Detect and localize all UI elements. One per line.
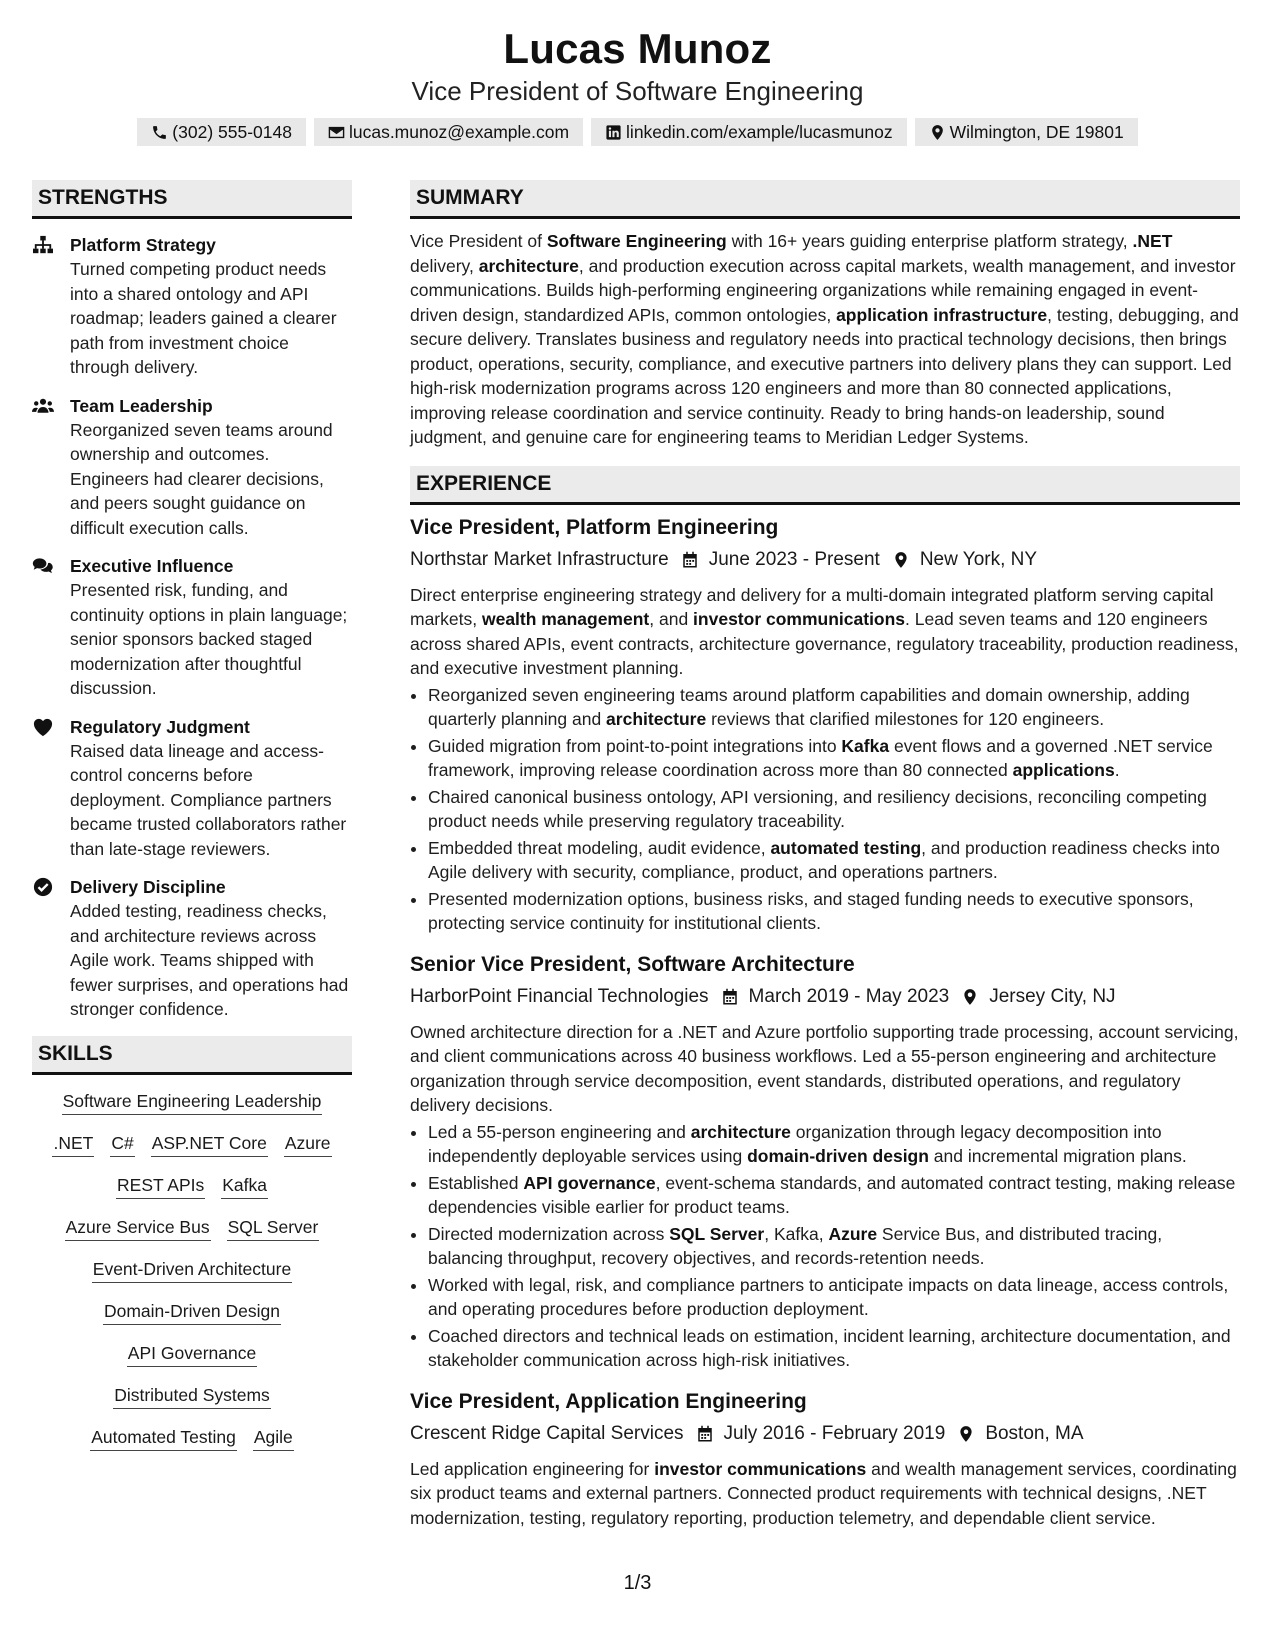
text-segment: , Kafka, [764,1223,829,1244]
skill-tag: SQL Server [227,1215,320,1241]
bold-keyword: .NET [1132,231,1173,251]
bold-keyword: architecture [690,1121,791,1142]
job-title: Vice President, Platform Engineering [410,515,779,539]
job-meta [410,982,1240,1012]
job-bullet [428,887,1240,936]
job-bullet [428,1273,1240,1322]
check-circle-icon [32,877,54,897]
resume-header [0,0,1275,146]
strength-item [32,233,352,380]
job-bullet [428,785,1240,834]
job-title: Senior Vice President, Software Architecture [410,952,855,976]
text-segment: and incremental migration plans. [928,1146,1187,1166]
job-dates: June 2023 - Present [708,548,880,570]
text-segment: , event-schema standards, and automated contract testing, making release dependencies visible earlier for product teams. [428,1172,1236,1217]
bold-keyword: domain-driven design [747,1146,929,1166]
strength-title: Regulatory Judgment [70,716,250,737]
text-segment: and wealth management services, coordinating six product teams and external partners. Connected product requirements with technical designs, .NET modernization, testing, regulatory reporting, production telemetry, and dependable client service. [410,1458,1237,1528]
text-segment: , and production execution across capital markets, wealth management, and investor communications. Builds high-performing engineering organizations while remaining engaged in event-driven design, standardized APIs, common ontologies, [410,255,1236,325]
skill-tag: API Governance [127,1341,257,1367]
text-segment: Established [428,1172,524,1193]
bold-keyword: application infrastructure [836,304,1048,325]
job-company: Crescent Ridge Capital Services [410,1422,684,1444]
job-bullet [428,836,1240,885]
job-description [410,1457,1240,1531]
job-bullets [410,683,1240,936]
skill-tag: .NET [52,1131,94,1157]
job-location: Boston, MA [985,1422,1084,1444]
summary-heading: SUMMARY [410,180,1240,219]
strength-title: Team Leadership [70,395,213,416]
bold-keyword: wealth management [481,609,650,629]
text-segment: Presented modernization options, business risks, and staged funding needs to executive sponsors, protecting service continuity for institutional clients. [428,888,1194,933]
comments-icon [32,556,54,576]
skill-tag: Kafka [221,1173,268,1199]
skill-tag: Event-Driven Architecture [92,1257,292,1283]
phone-icon [151,124,168,141]
skill-tag: Distributed Systems [113,1383,271,1409]
job-dates: March 2019 - May 2023 [748,985,950,1007]
left-column [32,180,352,1451]
contact-phone [137,118,306,146]
text-segment: Service Bus, and distributed tracing, balancing throughput, recovery objectives, and records-retention needs. [428,1223,1163,1268]
bold-keyword: investor communications [693,609,906,629]
strength-item [32,875,352,1022]
skills-list [32,1089,352,1451]
job-location: Jersey City, NJ [989,985,1116,1007]
text-segment: with 16+ years guiding enterprise platform strategy, [726,231,1133,251]
heart-icon [32,717,54,737]
job-description [410,1020,1240,1118]
strength-item [32,554,352,701]
strength-desc: Reorganized seven teams around ownership and outcomes. Engineers had clearer decisions, and peers sought guidance on difficult execution calls. [70,419,333,538]
text-segment: Direct enterprise engineering strategy and delivery for a multi-domain integrated platform serving capital markets, [410,584,1214,629]
job-meta [410,1419,1240,1449]
strengths-heading: STRENGTHS [32,180,352,219]
bold-keyword: investor communications [654,1458,867,1479]
contact-email-text: lucas.munoz@example.com [348,122,570,142]
text-segment: organization through legacy decomposition into independently deployable services using [428,1121,1162,1166]
strength-desc: Presented risk, funding, and continuity options in plain language; senior sponsors backed staged modernization after thoughtful discussion. [70,580,348,698]
bold-keyword: Software Engineering [546,231,727,251]
experience-heading: EXPERIENCE [410,466,1240,505]
skill-tag: ASP.NET Core [151,1131,268,1157]
text-segment: Embedded threat modeling, audit evidence, [428,837,771,858]
skill-tag: C# [110,1131,134,1157]
text-segment: Worked with legal, risk, and compliance partners to anticipate impacts on data lineage, access controls, and operating procedures before production deployment. [428,1274,1229,1319]
contact-linkedin [591,118,907,146]
job-bullet [428,683,1240,732]
linkedin-icon [605,124,622,141]
skill-tag: Automated Testing [90,1425,237,1451]
skill-tag: Software Engineering Leadership [62,1089,323,1115]
candidate-name: Lucas Munoz [503,25,772,72]
map-pin-icon [929,124,946,141]
strength-desc: Raised data lineage and access-control concerns before deployment. Compliance partners became trusted collaborators rather than late-stage reviewers. [70,740,347,859]
strength-title: Executive Influence [70,556,234,576]
contact-location-text: Wilmington, DE 19801 [949,122,1124,142]
job-bullet [428,1171,1240,1220]
experience-list [410,513,1240,1531]
bold-keyword: architecture [478,255,579,276]
job-title: Vice President, Application Engineering [410,1389,807,1413]
strengths-list [32,233,352,1022]
job-bullets [410,1120,1240,1373]
calendar-icon [696,1425,714,1443]
skill-tag: Azure Service Bus [65,1215,211,1241]
text-segment: , and [649,609,694,629]
job-entry [410,950,1240,1373]
candidate-title: Vice President of Software Engineering [411,76,864,106]
bold-keyword: Kafka [841,735,890,756]
text-segment: Coached directors and technical leads on estimation, incident learning, architecture documentation, and stakeholder communication across high-risk initiatives. [428,1325,1231,1370]
strength-desc: Turned competing product needs into a shared ontology and API roadmap; leaders gained a clearer path from investment choice through delivery. [70,259,337,377]
text-segment: . [1114,760,1120,780]
text-segment: Chaired canonical business ontology, API versioning, and resiliency decisions, reconciling competing product needs while preserving regulatory traceability. [428,786,1207,831]
job-company: HarborPoint Financial Technologies [410,985,709,1007]
skills-heading: SKILLS [32,1036,352,1075]
job-bullet [428,1120,1240,1169]
strength-title: Platform Strategy [70,235,216,255]
text-segment: Led application engineering for [410,1458,655,1479]
skill-tag: Domain-Driven Design [103,1299,281,1325]
job-entry [410,513,1240,936]
skill-tag: Azure [284,1131,332,1157]
job-meta [410,545,1240,575]
contact-linkedin-text: linkedin.com/example/lucasmunoz [626,122,893,142]
text-segment: , testing, debugging, and secure delivery. Translates business and regulatory needs into practical technology decisions, then brings product, operations, security, compliance, and executive partners into delivery plans they can support. Led high-risk modernization programs across 120 engineers and more than 80 connected applications, improving release coordination and service continuity. Ready to bring hands-on leadership, sound judgment, and genuine care for engineering teams to Meridian Ledger Systems. [410,304,1239,447]
job-description [410,583,1240,681]
text-segment: Guided migration from point-to-point integrations into [428,735,842,756]
map-pin-icon [961,988,979,1006]
strength-title: Delivery Discipline [70,877,226,897]
calendar-icon [681,551,699,569]
bold-keyword: automated testing [770,837,922,858]
bold-keyword: SQL Server [669,1223,765,1244]
text-segment: Led a 55-person engineering and [428,1121,691,1142]
job-bullet [428,1222,1240,1271]
text-segment: reviews that clarified milestones for 120 engineers. [706,709,1105,729]
text-segment: Vice President of [410,231,547,251]
bold-keyword: architecture [606,709,707,729]
contact-location [915,118,1138,146]
job-dates: July 2016 - February 2019 [723,1422,946,1444]
job-entry [410,1387,1240,1531]
bold-keyword: Azure [828,1223,878,1244]
bold-keyword: applications [1012,760,1115,780]
contact-bar [0,118,1275,146]
contact-phone-text: (302) 555-0148 [172,122,292,142]
text-segment: . Lead seven teams and 120 engineers across shared APIs, event contracts, architecture governance, regulatory traceability, production readiness, and executive investment planning. [410,609,1239,678]
text-segment: delivery, [410,255,479,276]
job-bullet [428,1324,1240,1373]
summary-text [410,229,1240,450]
text-segment: , and production readiness checks into Agile delivery with security, compliance, product, and operations partners. [428,837,1220,882]
strength-item [32,394,352,541]
bold-keyword: API governance [523,1172,656,1193]
map-pin-icon [957,1425,975,1443]
strength-desc: Added testing, readiness checks, and architecture reviews across Agile work. Teams shipped with fewer surprises, and operations had stronger confidence. [70,901,349,1019]
job-location: New York, NY [919,548,1038,570]
map-pin-icon [892,551,910,569]
job-bullet [428,734,1240,783]
skill-tag: Agile [253,1425,294,1451]
users-icon [32,396,54,416]
job-company: Northstar Market Infrastructure [410,548,669,570]
skill-tag: REST APIs [116,1173,205,1199]
text-segment: event flows and a governed .NET service framework, improving release coordination across more than 80 connected [428,735,1213,780]
text-segment: Owned architecture direction for a .NET and Azure portfolio supporting trade processing, account servicing, and client communications across 40 business workflows. Led a 55-person engineering and architecture organization through service decomposition, event standards, distributed operations, and regulatory delivery decisions. [410,1021,1239,1115]
sitemap-icon [32,235,54,255]
contact-email [314,118,583,146]
right-column [410,180,1240,1530]
strength-item [32,715,352,862]
text-segment: Directed modernization across [428,1223,670,1244]
calendar-icon [721,988,739,1006]
text-segment: Reorganized seven engineering teams around platform capabilities and domain ownership, adding quarterly planning and [428,684,1190,729]
page-number: 1/3 [623,1572,652,1594]
envelope-icon [328,124,345,141]
